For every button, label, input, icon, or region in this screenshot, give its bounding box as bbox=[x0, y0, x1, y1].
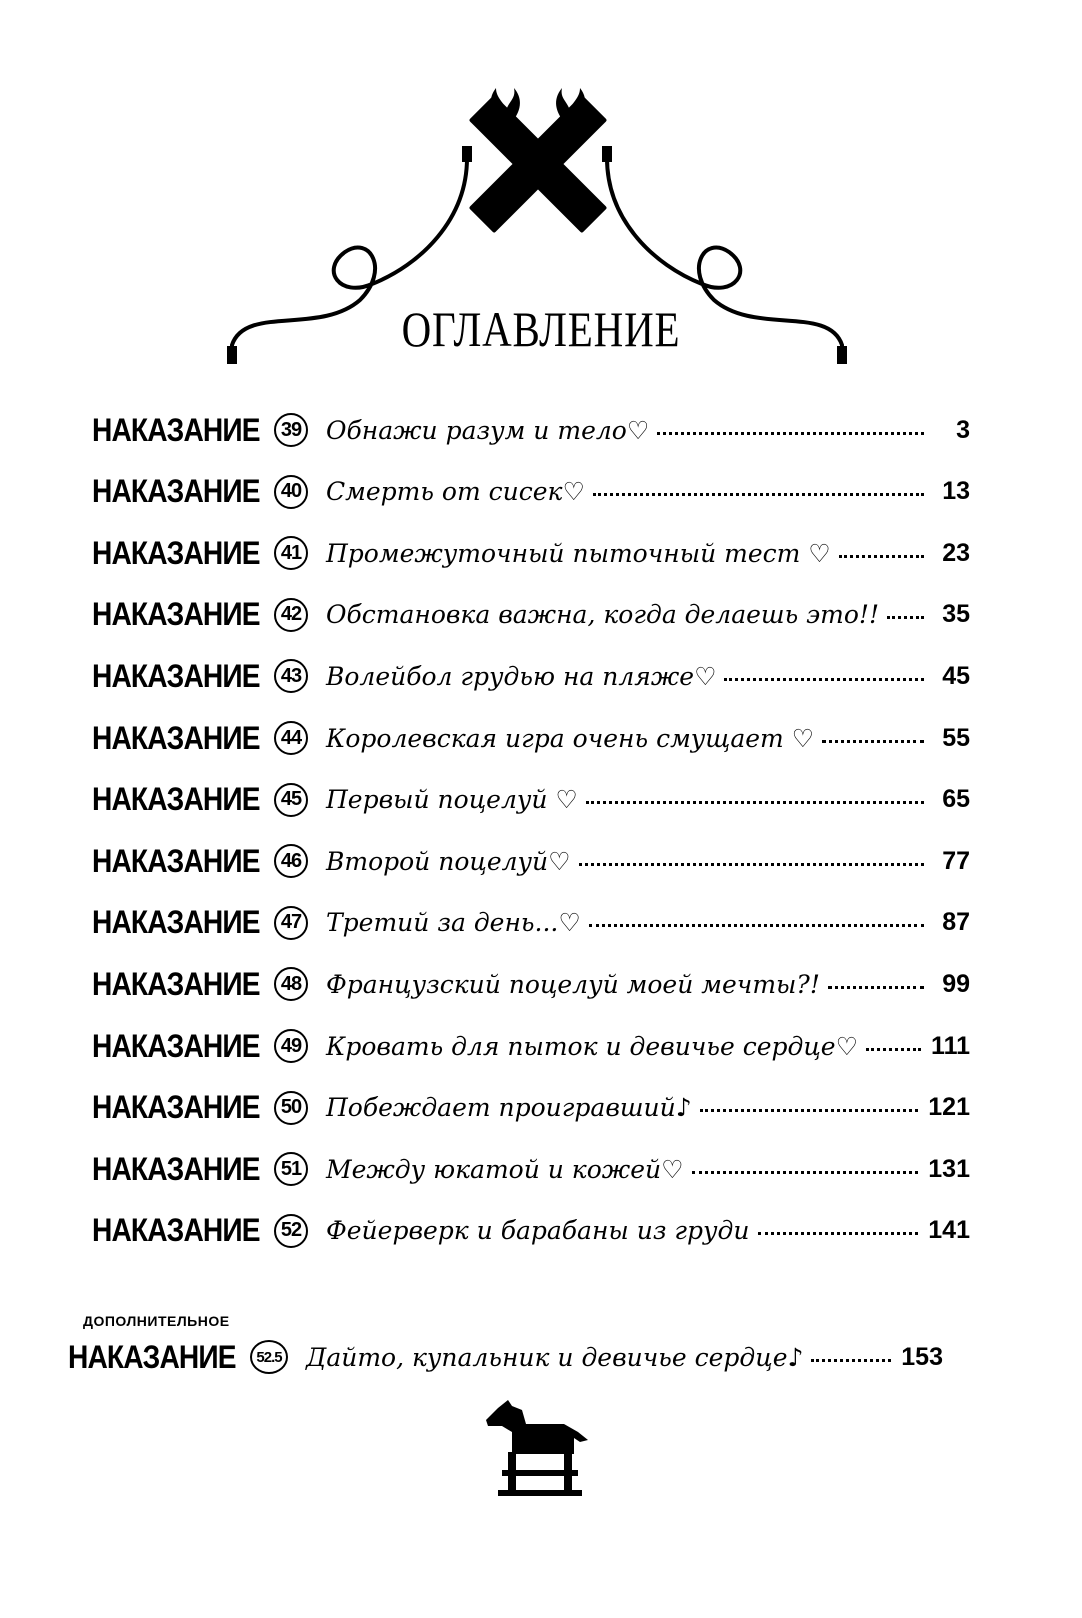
page-number: 111 bbox=[931, 1031, 970, 1060]
chapter-number-badge: 40 bbox=[274, 475, 308, 509]
toc-entry[interactable] bbox=[92, 964, 970, 1004]
chapter-label: НАКАЗАНИЕ bbox=[92, 411, 260, 448]
toc-entry[interactable] bbox=[92, 533, 970, 573]
chapter-number-badge: 48 bbox=[274, 967, 308, 1001]
page-number: 35 bbox=[942, 600, 970, 629]
chapter-number-badge: 47 bbox=[274, 906, 308, 940]
chapter-title: Смерть от сисек♡ bbox=[326, 477, 585, 507]
chapter-number-badge: 43 bbox=[274, 659, 308, 693]
chapter-number-badge: 52 bbox=[274, 1214, 308, 1248]
leader-dots bbox=[758, 1232, 919, 1235]
chapter-title: Побеждает проигравший♪ bbox=[326, 1093, 692, 1123]
chapter-title: Французский поцелуй моей мечты?! bbox=[326, 969, 820, 999]
toc-entry[interactable] bbox=[92, 903, 970, 943]
toc-entry[interactable] bbox=[92, 1088, 970, 1128]
page-number: 87 bbox=[942, 908, 970, 937]
leader-dots bbox=[839, 555, 924, 558]
chapter-label: НАКАЗАНИЕ bbox=[92, 904, 260, 941]
chapter-label: НАКАЗАНИЕ bbox=[92, 473, 260, 510]
chapter-title: Фейерверк и барабаны из груди bbox=[326, 1216, 750, 1246]
toc-entry[interactable] bbox=[92, 1026, 970, 1066]
page-number: 45 bbox=[942, 661, 970, 690]
wooden-horse-icon bbox=[478, 1396, 598, 1500]
leader-dots bbox=[822, 740, 924, 743]
chapter-number-badge: 46 bbox=[274, 844, 308, 878]
extra-chapter-prefix: ДОПОЛНИТЕЛЬНОЕ bbox=[83, 1313, 230, 1329]
chapter-label: НАКАЗАНИЕ bbox=[92, 534, 260, 571]
toc-entry[interactable] bbox=[92, 410, 970, 450]
chapter-label: НАКАЗАНИЕ bbox=[68, 1338, 236, 1375]
chapter-label: НАКАЗАНИЕ bbox=[92, 719, 260, 756]
chapter-label: НАКАЗАНИЕ bbox=[92, 781, 260, 818]
chapter-title: Между юкатой и кожей♡ bbox=[326, 1154, 684, 1184]
page-number: 55 bbox=[942, 723, 970, 752]
toc-entry[interactable] bbox=[92, 780, 970, 820]
chapter-title: Первый поцелуй ♡ bbox=[326, 785, 578, 815]
page-number: 65 bbox=[942, 785, 970, 814]
chapter-number-badge: 44 bbox=[274, 721, 308, 755]
leader-dots bbox=[887, 616, 924, 619]
chapter-number-badge: 49 bbox=[274, 1029, 308, 1063]
page-number: 141 bbox=[928, 1216, 970, 1245]
chapter-title: Дайто, купальник и девичье сердце♪ bbox=[306, 1342, 804, 1372]
toc-entry[interactable] bbox=[92, 472, 970, 512]
chapter-title: Промежуточный пыточный тест ♡ bbox=[326, 538, 831, 568]
chapter-label: НАКАЗАНИЕ bbox=[92, 965, 260, 1002]
leader-dots bbox=[828, 986, 924, 989]
page-number: 3 bbox=[956, 415, 970, 444]
chapter-label: НАКАЗАНИЕ bbox=[92, 596, 260, 633]
leader-dots bbox=[586, 801, 924, 804]
chapter-title: Обнажи разум и тело♡ bbox=[326, 415, 650, 445]
chapter-number-badge: 50 bbox=[274, 1091, 308, 1125]
chapter-number-badge: 45 bbox=[274, 783, 308, 817]
page-title: ОГЛАВЛЕНИЕ bbox=[401, 301, 681, 357]
toc-entry[interactable] bbox=[92, 595, 970, 635]
chapter-label: НАКАЗАНИЕ bbox=[92, 1150, 260, 1187]
chapter-label: НАКАЗАНИЕ bbox=[92, 1212, 260, 1249]
chapter-title: Королевская игра очень смущает ♡ bbox=[326, 723, 815, 753]
chapter-number-badge: 39 bbox=[274, 413, 308, 447]
leader-dots bbox=[866, 1048, 921, 1051]
leader-dots bbox=[700, 1109, 919, 1112]
chapter-title: Второй поцелуй♡ bbox=[326, 846, 571, 876]
chapter-number-badge: 51 bbox=[274, 1152, 308, 1186]
chapter-label: НАКАЗАНИЕ bbox=[92, 1027, 260, 1064]
chapter-number-badge: 42 bbox=[274, 598, 308, 632]
page-number: 13 bbox=[942, 477, 970, 506]
chapter-label: НАКАЗАНИЕ bbox=[92, 657, 260, 694]
crossed-bars-icon bbox=[469, 88, 608, 233]
toc-entry-extra[interactable] bbox=[68, 1337, 943, 1377]
toc-entry[interactable] bbox=[92, 718, 970, 758]
leader-dots bbox=[593, 493, 924, 496]
chapter-number-badge: 41 bbox=[274, 536, 308, 570]
chapter-label: НАКАЗАНИЕ bbox=[92, 842, 260, 879]
toc-entry[interactable] bbox=[92, 841, 970, 881]
toc-entry[interactable] bbox=[92, 656, 970, 696]
page-number: 99 bbox=[942, 969, 970, 998]
chapter-title: Кровать для пыток и девичье сердце♡ bbox=[326, 1031, 859, 1061]
leader-dots bbox=[811, 1359, 891, 1362]
toc-entry[interactable] bbox=[92, 1211, 970, 1251]
chapter-title: Третий за день...♡ bbox=[326, 908, 581, 938]
page-number: 131 bbox=[928, 1154, 970, 1183]
leader-dots bbox=[589, 924, 924, 927]
chapter-title: Волейбол грудью на пляже♡ bbox=[326, 661, 717, 691]
leader-dots bbox=[579, 863, 924, 866]
chapter-label: НАКАЗАНИЕ bbox=[92, 1089, 260, 1126]
page-number: 153 bbox=[901, 1342, 943, 1371]
page-number: 121 bbox=[928, 1093, 970, 1122]
toc-entry[interactable] bbox=[92, 1149, 970, 1189]
chapter-title: Обстановка важна, когда делаешь это!! bbox=[326, 600, 880, 630]
leader-dots bbox=[692, 1171, 919, 1174]
page-number: 23 bbox=[942, 538, 970, 567]
chapter-number-badge: 52.5 bbox=[250, 1340, 288, 1374]
leader-dots bbox=[657, 432, 924, 435]
leader-dots bbox=[724, 678, 924, 681]
page-number: 77 bbox=[942, 846, 970, 875]
